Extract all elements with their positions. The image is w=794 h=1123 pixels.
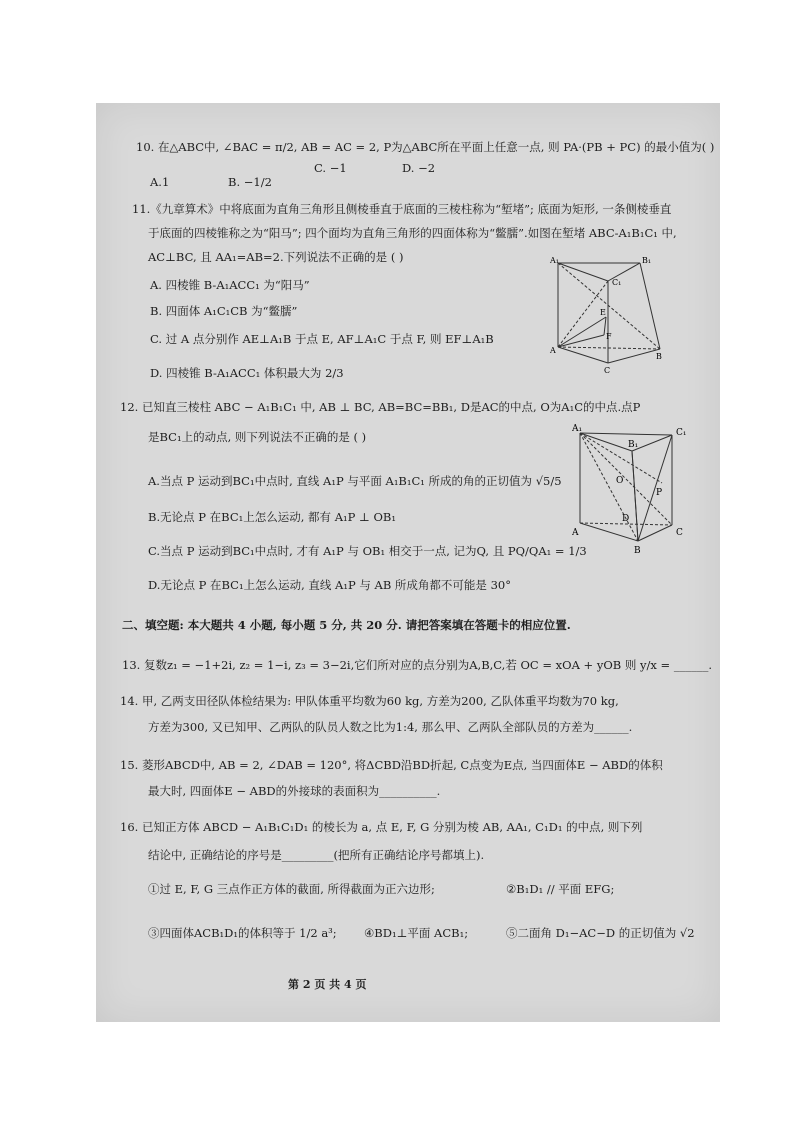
q11-option-a: A. 四棱锥 B-A₁ACC₁ 为“阳马”	[150, 278, 310, 292]
q12-line1: 12. 已知直三棱柱 ABC − A₁B₁C₁ 中, AB ⊥ BC, AB=BC=BB₁, D是AC的中点, O为A₁C的中点.点P	[120, 400, 641, 414]
q16-item-1: ①过 E, F, G 三点作正方体的截面, 所得截面为正六边形;	[148, 882, 435, 896]
q16-item-2: ②B₁D₁ // 平面 EFG;	[506, 882, 615, 896]
section2-heading: 二、填空题: 本大题共 4 小题, 每小题 5 分, 共 20 分. 请把答案填在答题卡的相应位置.	[122, 618, 571, 632]
q12-option-d: D.无论点 P 在BC₁上怎么运动, 直线 A₁P 与 AB 所成角都不可能是 30°	[148, 578, 511, 592]
q14-line1: 14. 甲, 乙两支田径队体检结果为: 甲队体重平均数为60 kg, 方差为200, 乙队体重平均数为70 kg,	[120, 694, 619, 708]
q11-line1: 11.《九章算术》中将底面为直角三角形且侧棱垂直于底面的三棱柱称为“堑堵”; 底面为矩形, 一条侧棱垂直	[132, 202, 672, 216]
q11-label-b1: B₁	[642, 256, 652, 265]
q11-label-f: F	[606, 332, 612, 341]
q11-line3: AC⊥BC, 且 AA₁=AB=2.下列说法不正确的是 ( )	[148, 250, 404, 264]
q11-label-a: A	[550, 346, 556, 355]
q16-line1: 16. 已知正方体 ABCD − A₁B₁C₁D₁ 的棱长为 a, 点 E, F, G 分别为棱 AB, AA₁, C₁D₁ 的中点, 则下列	[120, 820, 643, 834]
q12-label-p: P	[656, 488, 663, 498]
q10-option-b: B. −1/2	[228, 175, 272, 189]
q16-item-5: ⑤二面角 D₁−AC−D 的正切值为 √2	[506, 926, 695, 940]
q12-option-b: B.无论点 P 在BC₁上怎么运动, 都有 A₁P ⊥ OB₁	[148, 510, 396, 524]
page-footer: 第 2 页 共 4 页	[288, 978, 367, 991]
q15-line1: 15. 菱形ABCD中, AB = 2, ∠DAB = 120°, 将ΔCBD沿BD折起, C点变为E点, 当四面体E − ABD的体积	[120, 758, 663, 772]
q11-option-b: B. 四面体 A₁C₁CB 为“鳖臑”	[150, 304, 298, 318]
q12-prism-figure	[572, 421, 692, 559]
q10-option-d: D. −2	[402, 161, 436, 175]
q16-item-4: ④BD₁⊥平面 ACB₁;	[364, 926, 469, 940]
q13-stem: 13. 复数z₁ = −1+2i, z₂ = 1−i, z₃ = 3−2i,它们所对应的点分别为A,B,C,若 OC = xOA + yOB 则 y/x = ______.	[122, 658, 712, 672]
q15-line2: 最大时, 四面体E − ABD的外接球的表面积为__________.	[148, 784, 441, 798]
exam-page	[96, 103, 720, 1022]
q11-label-c: C	[604, 366, 611, 375]
q11-prism-figure	[548, 255, 668, 383]
q12-label-d: D	[622, 514, 630, 524]
q12-label-b: B	[634, 546, 641, 556]
q11-label-c1: C₁	[612, 278, 622, 287]
q16-line2: 结论中, 正确结论的序号是_________(把所有正确结论序号都填上).	[148, 848, 485, 862]
q11-option-c: C. 过 A 点分别作 AE⊥A₁B 于点 E, AF⊥A₁C 于点 F, 则 EF⊥A₁B	[150, 332, 494, 346]
q12-option-c: C.当点 P 运动到BC₁中点时, 才有 A₁P 与 OB₁ 相交于一点, 记为Q, 且 PQ/QA₁ = 1/3	[148, 544, 587, 558]
q14-line2: 方差为300, 又已知甲、乙两队的队员人数之比为1:4, 那么甲、乙两队全部队员的方差为______.	[148, 720, 633, 734]
q12-label-o: O	[616, 476, 624, 486]
q12-label-b1: B₁	[628, 440, 639, 450]
q10-stem: 10. 在△ABC中, ∠BAC = π/2, AB = AC = 2, P为△ABC所在平面上任意一点, 则 PA·(PB + PC) 的最小值为( )	[136, 140, 715, 154]
q11-line2: 于底面的四棱锥称之为“阳马”; 四个面均为直角三角形的四面体称为“鳖臑”.如图在堑堵 ABC-A₁B₁C₁ 中,	[148, 226, 677, 240]
q12-label-c: C	[676, 528, 683, 538]
q16-item-3: ③四面体ACB₁D₁的体积等于 1/2 a³;	[148, 926, 337, 940]
q12-label-a: A	[572, 528, 579, 538]
q10-option-c: C. −1	[314, 161, 347, 175]
q12-line2: 是BC₁上的动点, 则下列说法不正确的是 ( )	[148, 430, 367, 444]
q11-label-b: B	[656, 352, 662, 361]
q11-label-e: E	[600, 308, 606, 317]
q11-label-a1: A₁	[550, 256, 559, 265]
q12-label-c1: C₁	[676, 428, 687, 438]
q12-label-a1: A₁	[572, 424, 583, 434]
q10-option-a: A.1	[150, 175, 170, 189]
q12-option-a: A.当点 P 运动到BC₁中点时, 直线 A₁P 与平面 A₁B₁C₁ 所成的角的正切值为 √5/5	[148, 474, 562, 488]
q11-option-d: D. 四棱锥 B-A₁ACC₁ 体积最大为 2/3	[150, 366, 344, 380]
